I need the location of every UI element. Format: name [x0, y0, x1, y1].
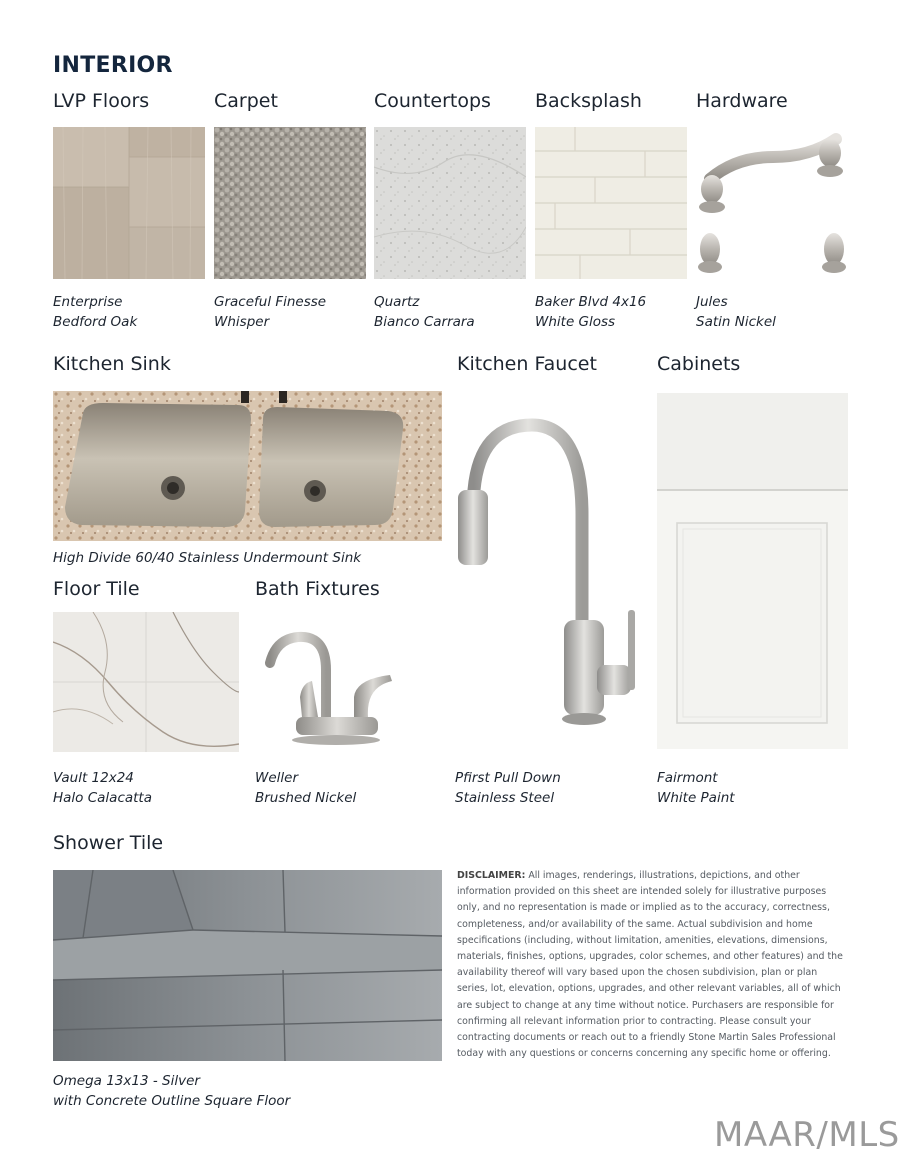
disclaimer-label: DISCLAIMER:	[457, 870, 526, 881]
category-lvp-floors: LVP Floors	[53, 90, 150, 112]
cabinet-door-image	[657, 393, 848, 749]
caption-bath-fixtures	[255, 768, 356, 808]
caption-line: Enterprise	[53, 294, 123, 310]
carpet-swatch	[214, 127, 366, 279]
caption-kitchen-faucet	[455, 768, 561, 808]
caption-line: Quartz	[374, 294, 420, 310]
caption-line: Vault 12x24	[53, 770, 134, 786]
floor-tile-swatch	[53, 612, 239, 752]
caption-line: Halo Calacatta	[53, 790, 153, 806]
category-kitchen-faucet: Kitchen Faucet	[457, 353, 597, 375]
category-countertops: Countertops	[374, 90, 491, 112]
caption-line: Omega 13x13 - Silver	[53, 1073, 200, 1089]
category-hardware: Hardware	[696, 90, 788, 112]
disclaimer	[457, 868, 849, 1062]
category-bath-fixtures: Bath Fixtures	[255, 578, 380, 600]
caption-line: Satin Nickel	[696, 314, 776, 330]
caption-backsplash	[535, 292, 646, 332]
caption-line: Weller	[255, 770, 299, 786]
caption-line: Stainless Steel	[455, 790, 555, 806]
disclaimer-text: All images, renderings, illustrations, depictions, and other information provided on this sheet are intended solely for illustrative purposes only, and no representation is made or implied as to the accuracy, correctness, completeness, and/or availability of the same. Actual subdivision and home specifications (including, without limitation, amenities, elevations, dimensions, materials, finishes, options, upgrades, color schemes, and other features) and the availability thereof will vary based upon the chosen subdivision, plan or plan series, lot, elevation, options, upgrades, and other relevant variables, all of which are subject to change at any time without notice. Purchasers are responsible for confirming all relevant information prior to contracting. Please consult your contracting documents or reach out to a friendly Stone Martin Sales Professional today with any questions or concerns concerning any specific home or offering.	[457, 870, 843, 1060]
caption-line: Baker Blvd 4x16	[535, 294, 647, 310]
caption-line: Fairmont	[657, 770, 718, 786]
category-kitchen-sink: Kitchen Sink	[53, 353, 171, 375]
category-shower-tile: Shower Tile	[53, 832, 164, 854]
caption-line: High Divide 60/40 Stainless Undermount Sink	[53, 550, 362, 566]
caption-countertops	[374, 292, 475, 332]
caption-line: Brushed Nickel	[255, 790, 357, 806]
caption-line: Graceful Finesse	[214, 294, 327, 310]
shower-tile-image	[53, 870, 442, 1061]
caption-line: Bianco Carrara	[374, 314, 475, 330]
mls-watermark: MAAR/MLS	[714, 1115, 900, 1155]
caption-carpet	[214, 292, 326, 332]
caption-shower-tile	[53, 1071, 290, 1111]
caption-lvp-floors	[53, 292, 137, 332]
kitchen-sink-image	[53, 391, 442, 541]
caption-kitchen-sink	[53, 548, 361, 568]
caption-line: Pfirst Pull Down	[455, 770, 561, 786]
section-title: INTERIOR	[53, 53, 173, 78]
bath-faucet-image	[258, 625, 398, 750]
caption-line: Jules	[696, 294, 728, 310]
category-cabinets: Cabinets	[657, 353, 741, 375]
caption-line: Whisper	[214, 314, 270, 330]
caption-hardware	[696, 292, 776, 332]
caption-floor-tile	[53, 768, 152, 808]
category-floor-tile: Floor Tile	[53, 578, 140, 600]
caption-cabinets	[657, 768, 735, 808]
hardware-pulls-image	[696, 127, 851, 277]
caption-line: White Gloss	[535, 314, 616, 330]
category-carpet: Carpet	[214, 90, 278, 112]
caption-line: with Concrete Outline Square Floor	[53, 1093, 291, 1109]
category-backsplash: Backsplash	[535, 90, 642, 112]
kitchen-faucet-image	[452, 395, 642, 730]
backsplash-swatch	[535, 127, 687, 279]
caption-line: Bedford Oak	[53, 314, 138, 330]
caption-line: White Paint	[657, 790, 735, 806]
lvp-floor-swatch	[53, 127, 205, 279]
countertop-swatch	[374, 127, 526, 279]
